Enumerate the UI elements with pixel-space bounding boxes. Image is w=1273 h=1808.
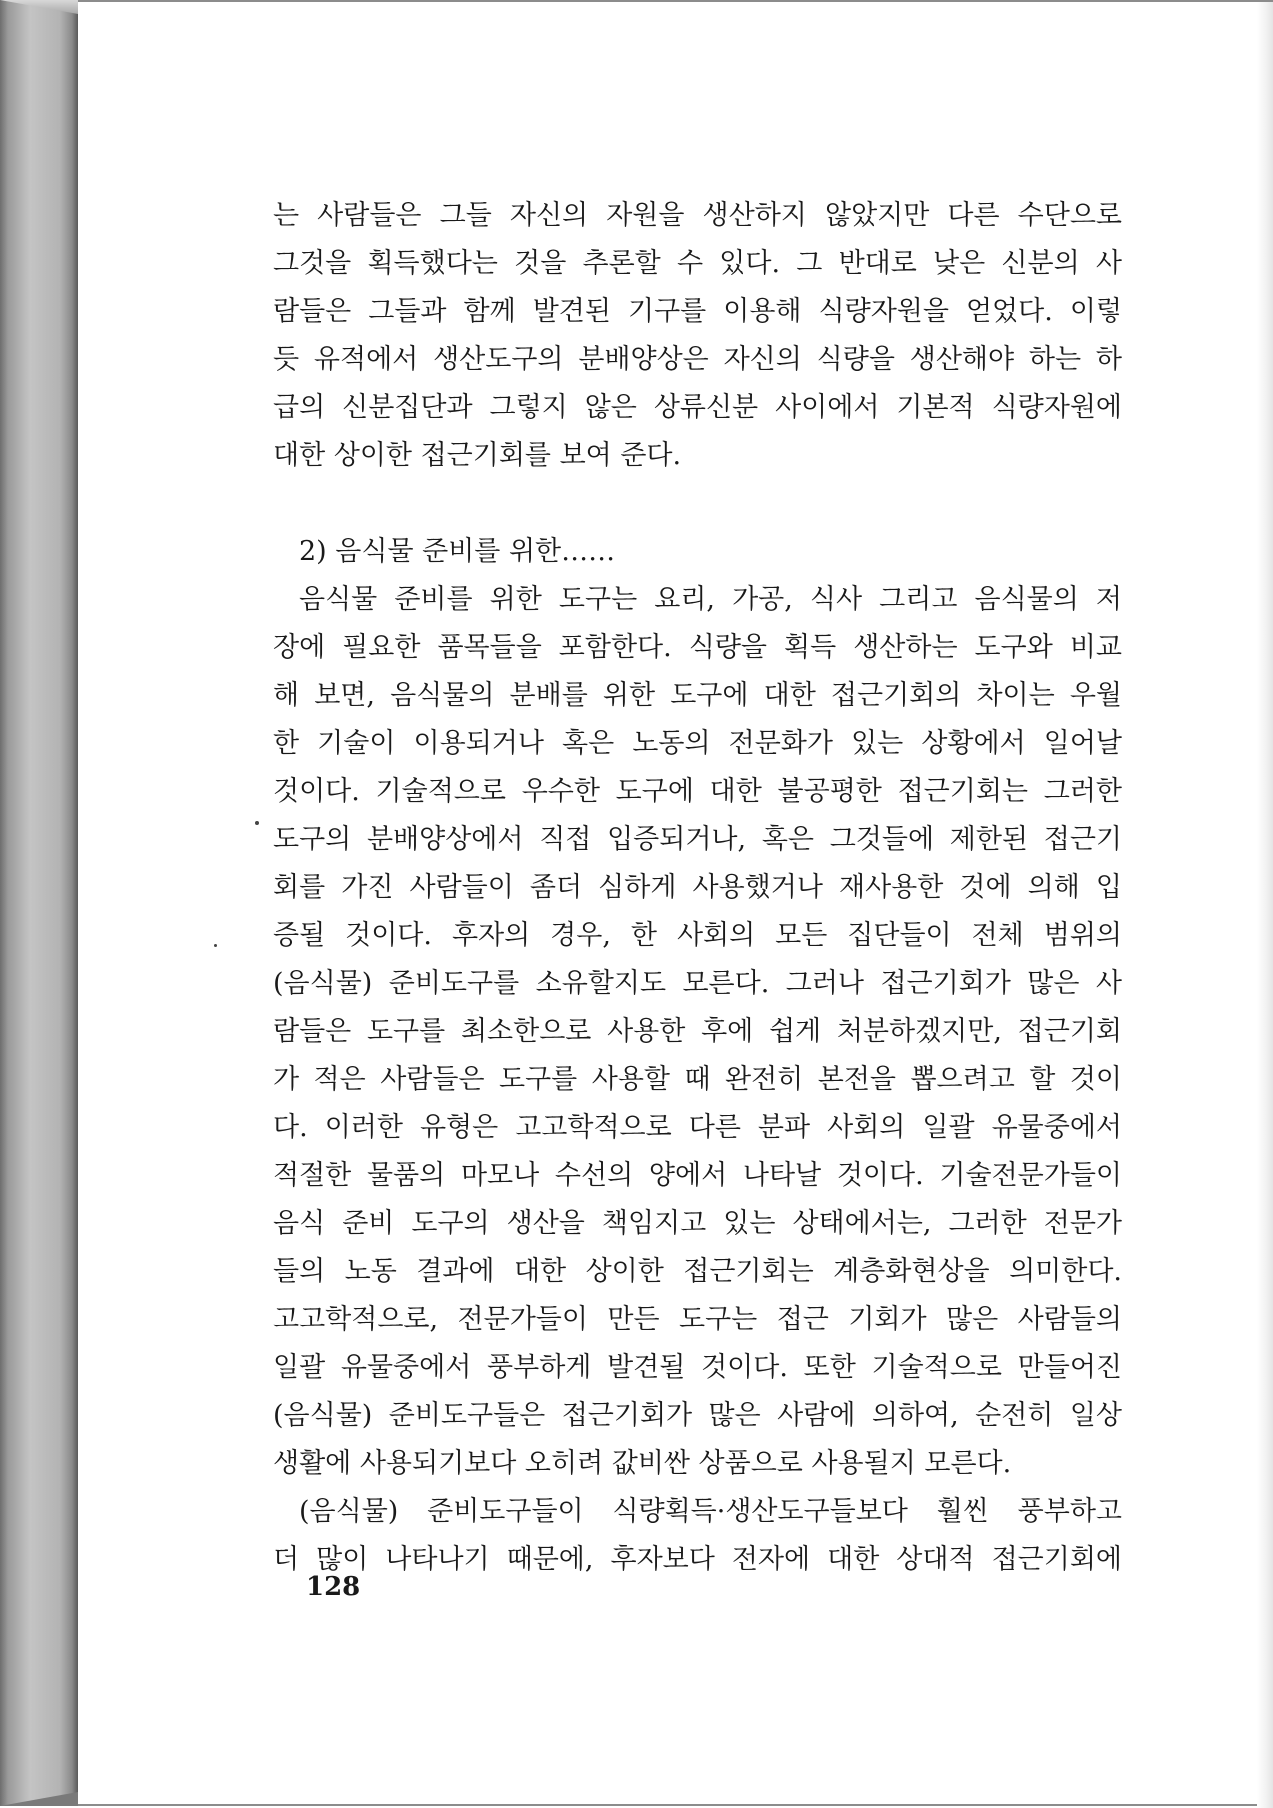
text-line: 음식 준비 도구의 생산을 책임지고 있는 상태에서는, 그러한 전문가 [273,1208,1122,1239]
page-text [273,192,1122,1584]
text-line: 해 보면, 음식물의 분배를 위한 도구에 대한 접근기회의 차이는 우월 [273,680,1122,711]
text-line: 람들은 그들과 함께 발견된 기구를 이용해 식량자원을 얻었다. 이렇 [273,296,1122,327]
text-line: 일괄 유물중에서 풍부하게 발견될 것이다. 또한 기술적으로 만들어진 [273,1352,1122,1383]
text-line: 더 많이 나타나기 때문에, 후자보다 전자에 대한 상대적 접근기회에 [273,1544,1122,1575]
text-line: (음식물) 준비도구를 소유할지도 모른다. 그러나 접근기회가 많은 사 [273,968,1122,999]
text-line: 도구의 분배양상에서 직접 입증되거나, 혹은 그것들에 제한된 접근기 [273,824,1122,855]
section-heading: 2) 음식물 준비를 위한…… [299,536,616,567]
text-line: 다. 이러한 유형은 고고학적으로 다른 분파 사회의 일괄 유물중에서 [273,1112,1122,1143]
paragraph-3 [273,1488,1122,1584]
page-number: 128 [306,1572,361,1602]
page-right-edge [1257,2,1273,1808]
text-line: 생활에 사용되기보다 오히려 값비싼 상품으로 사용될지 모른다. [273,1448,1012,1479]
text-line: 증될 것이다. 후자의 경우, 한 사회의 모든 집단들이 전체 범위의 [273,920,1122,951]
text-line: 한 기술이 이용되거나 혹은 노동의 전문화가 있는 상황에서 일어날 [273,728,1122,759]
book-edge [0,0,78,1806]
text-line: 회를 가진 사람들이 좀더 심하게 사용했거나 재사용한 것에 의해 입 [273,872,1122,903]
paragraph-1 [273,192,1122,480]
text-line: 급의 신분집단과 그렇지 않은 상류신분 사이에서 기본적 식량자원에 [273,392,1122,423]
text-line: (음식물) 준비도구들은 접근기회가 많은 사람에 의하여, 순전히 일상 [273,1400,1122,1431]
text-line: 고고학적으로, 전문가들이 만든 도구는 접근 기회가 많은 사람들의 [273,1304,1122,1335]
text-line: 대한 상이한 접근기회를 보여 준다. [273,440,682,471]
paragraph-2 [273,576,1122,1488]
text-line: 듯 유적에서 생산도구의 분배양상은 자신의 식량을 생산해야 하는 하 [273,344,1122,375]
text-line: 그것을 획득했다는 것을 추론할 수 있다. 그 반대로 낮은 신분의 사 [273,248,1122,279]
text-line: 적절한 물품의 마모나 수선의 양에서 나타날 것이다. 기술전문가들이 [273,1160,1122,1191]
text-line: (음식물) 준비도구들이 식량획득·생산도구들보다 훨씬 풍부하고 [299,1496,1122,1527]
text-line: 람들은 도구를 최소한으로 사용한 후에 쉽게 처분하겠지만, 접근기회 [273,1016,1122,1047]
print-speck [255,821,259,825]
text-line: 것이다. 기술적으로 우수한 도구에 대한 불공평한 접근기회는 그러한 [273,776,1122,807]
text-line: 음식물 준비를 위한 도구는 요리, 가공, 식사 그리고 음식물의 저 [299,584,1122,615]
text-line: 는 사람들은 그들 자신의 자원을 생산하지 않았지만 다른 수단으로 [273,200,1122,231]
text-line: 장에 필요한 품목들을 포함한다. 식량을 획득 생산하는 도구와 비교 [273,632,1122,663]
text-line: 가 적은 사람들은 도구를 사용할 때 완전히 본전을 뽑으려고 할 것이 [273,1064,1122,1095]
text-line: 들의 노동 결과에 대한 상이한 접근기회는 계층화현상을 의미한다. [273,1256,1122,1287]
print-speck [214,944,217,947]
